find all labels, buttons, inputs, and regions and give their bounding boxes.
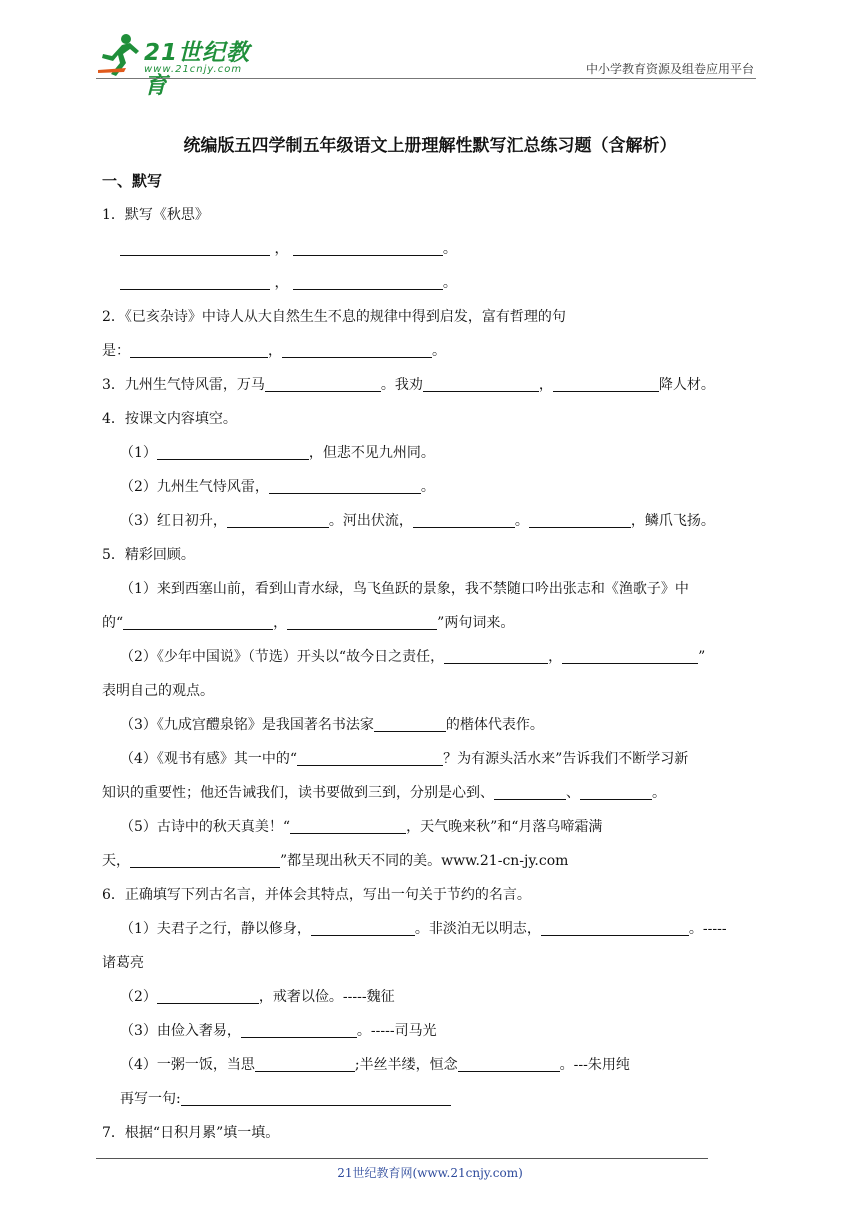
page-header bbox=[0, 0, 860, 99]
q4-text: 4．按课文内容填空。 bbox=[102, 411, 237, 427]
blank[interactable] bbox=[157, 988, 259, 1004]
blank[interactable] bbox=[255, 1056, 355, 1072]
q1-text: 1．默写《秋思》 bbox=[102, 207, 209, 223]
q5-sub2-line1: （2）《少年中国说》（节选）开头以“故今日之责任， ， ” bbox=[120, 649, 706, 665]
blank[interactable] bbox=[580, 784, 652, 800]
blank[interactable] bbox=[541, 920, 689, 936]
q5-sub4-line1: （4）《观书有感》其一中的“ ？为有源头活水来”告诉我们不断学习新 bbox=[120, 751, 689, 767]
logo-url: www.21cnjy.com bbox=[144, 64, 243, 75]
page-footer: 21世纪教育网(www.21cnjy.com) bbox=[337, 1166, 523, 1180]
q1-line2: ， 。 bbox=[102, 266, 764, 300]
q6-sub2: （2） ，戒奢以俭。-----魏征 bbox=[120, 989, 395, 1005]
blank[interactable] bbox=[287, 614, 437, 630]
blank[interactable] bbox=[374, 716, 446, 732]
blank[interactable] bbox=[553, 376, 659, 392]
section-heading: 一、默写 bbox=[102, 172, 163, 190]
blank[interactable] bbox=[423, 376, 539, 392]
blank[interactable] bbox=[130, 342, 268, 358]
blank[interactable] bbox=[562, 648, 698, 664]
blank[interactable] bbox=[269, 478, 421, 494]
q5-sub1-line1: （1）来到西塞山前，看到山青水绿，鸟飞鱼跃的景象，我不禁随口吟出张志和《渔歌子》中 bbox=[120, 581, 689, 597]
blank[interactable] bbox=[293, 240, 443, 256]
q5-sub2-line2: 表明自己的观点。 bbox=[102, 683, 214, 699]
blank[interactable] bbox=[311, 920, 415, 936]
blank[interactable] bbox=[529, 512, 631, 528]
q6-sub4: （4）一粥一饭，当思 ;半丝半缕，恒念 。---朱用纯 bbox=[120, 1057, 630, 1073]
blank[interactable] bbox=[413, 512, 515, 528]
blank[interactable] bbox=[290, 818, 406, 834]
blank[interactable] bbox=[120, 274, 270, 290]
blank[interactable] bbox=[241, 1022, 357, 1038]
q5-sub1-line2: 的“ ， ”两句词来。 bbox=[102, 615, 515, 631]
header-divider bbox=[96, 78, 756, 79]
blank[interactable] bbox=[444, 648, 548, 664]
blank[interactable] bbox=[297, 750, 443, 766]
q5-sub3: （3）《九成宫醴泉铭》是我国著名书法家 的楷体代表作。 bbox=[120, 717, 544, 733]
q4-sub3: （3）红日初升， 。河出伏流， 。 ，鳞爪飞扬。 bbox=[120, 513, 715, 529]
q7-text: 7．根据“日积月累”填一填。 bbox=[102, 1125, 280, 1141]
q6-sub1-line1: （1）夫君子之行，静以修身， 。非淡泊无以明志， 。----- bbox=[120, 921, 727, 937]
q6-sub5: 再写一句: bbox=[102, 1082, 764, 1116]
q6-sub1-line2: 诸葛亮 bbox=[102, 955, 144, 971]
blank[interactable] bbox=[123, 614, 273, 630]
q5-text: 5．精彩回顾。 bbox=[102, 547, 195, 563]
blank[interactable] bbox=[227, 512, 329, 528]
logo bbox=[96, 32, 266, 99]
q5-sub5-line1: （5）古诗中的秋天真美！“ ，天气晚来秋”和“月落乌啼霜满 bbox=[120, 819, 603, 835]
blank[interactable] bbox=[181, 1090, 451, 1106]
q1-line1: ， 。 bbox=[102, 232, 764, 266]
q5-sub4-line2: 知识的重要性；他还告诫我们，读书要做到三到，分别是心到、 、 。 bbox=[102, 785, 666, 801]
question-list bbox=[102, 164, 764, 1150]
q6-text: 6．正确填写下列古名言，并体会其特点，写出一句关于节约的名言。 bbox=[102, 887, 531, 903]
blank[interactable] bbox=[458, 1056, 560, 1072]
blank[interactable] bbox=[282, 342, 432, 358]
q6-sub3: （3）由俭入奢易， 。-----司马光 bbox=[120, 1023, 437, 1039]
blank[interactable] bbox=[293, 274, 443, 290]
runner-icon bbox=[96, 32, 142, 78]
q5-sub5-line2: 天， ”都呈现出秋天不同的美。www.21-cn-jy.com bbox=[102, 853, 569, 869]
blank[interactable] bbox=[157, 444, 309, 460]
blank[interactable] bbox=[120, 240, 270, 256]
blank[interactable] bbox=[265, 376, 381, 392]
logo-text: 21世纪教育 bbox=[144, 40, 251, 99]
blank[interactable] bbox=[494, 784, 566, 800]
q3: 3．九州生气恃风雷，万马 。我劝 ， 降人材。 bbox=[102, 377, 715, 393]
blank[interactable] bbox=[130, 852, 280, 868]
page-title: 统编版五四学制五年级语文上册理解性默写汇总练习题（含解析） bbox=[183, 136, 677, 156]
q4-sub1: （1） ，但悲不见九州同。 bbox=[120, 445, 435, 461]
platform-name: 中小学教育资源及组卷应用平台 bbox=[585, 62, 754, 76]
q4-sub2: （2）九州生气恃风雷， 。 bbox=[120, 479, 435, 495]
q2-line2: 是： ， 。 bbox=[102, 343, 446, 359]
q2-line1: 2．《已亥杂诗》中诗人从大自然生生不息的规律中得到启发，富有哲理的句 bbox=[102, 309, 566, 325]
footer-divider bbox=[96, 1158, 708, 1159]
